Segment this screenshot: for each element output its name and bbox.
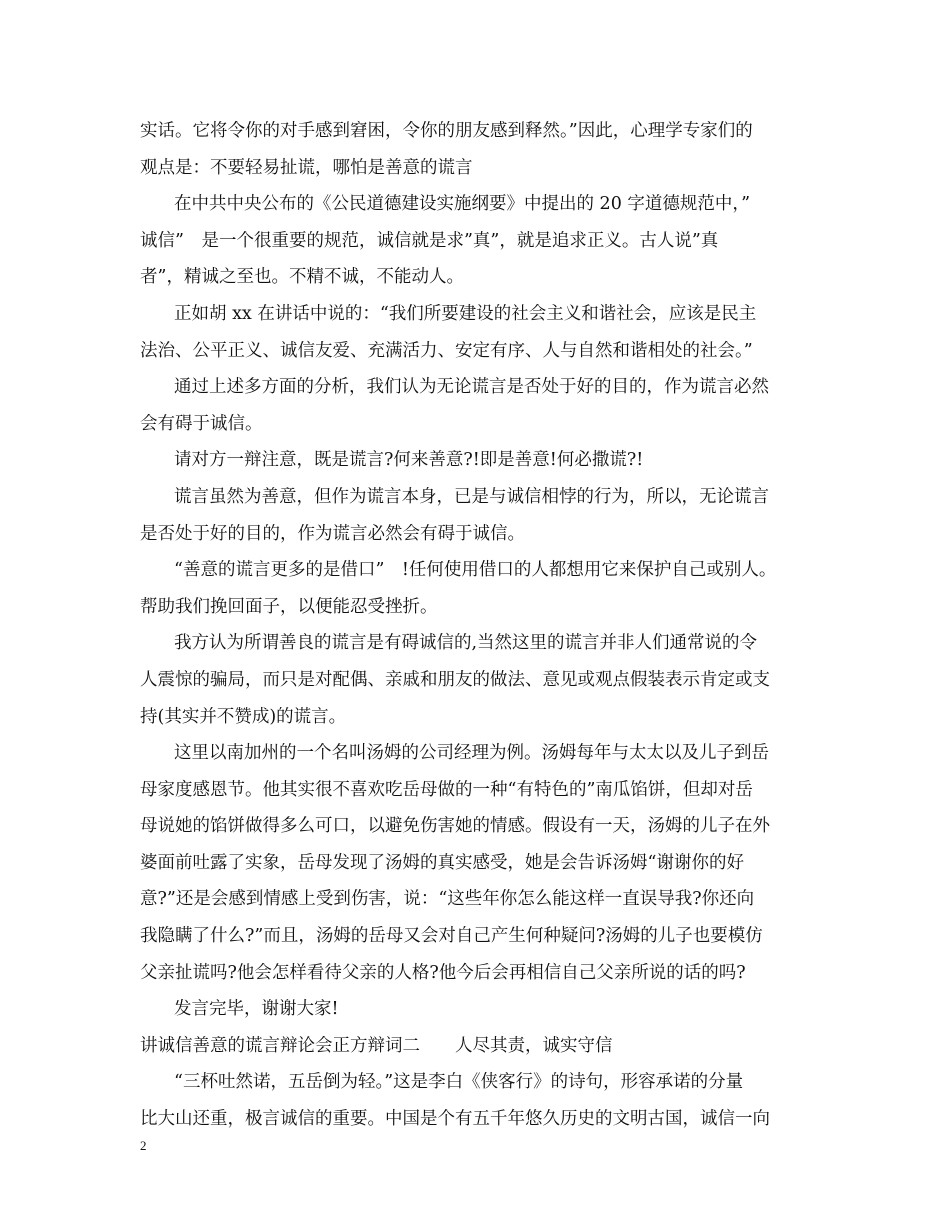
text-line: 持(其实并不赞成)的谎言。 xyxy=(140,706,347,727)
text-line: 父亲扯谎吗?他会怎样看待父亲的人格?他今后会再相信自己父亲所说的话的吗? xyxy=(140,962,746,983)
page-number: 2 xyxy=(140,1138,147,1153)
text-line: “善意的谎言更多的是借口” !任何使用借口的人都想用它来保护自己或别人。 xyxy=(174,560,777,581)
text-line: 人震惊的骗局，而只是对配偶、亲戚和朋友的做法、意见或观点假装表示肯定或支 xyxy=(140,669,770,690)
body-text xyxy=(140,113,830,1138)
text-line: 发言完毕，谢谢大家! xyxy=(174,999,339,1020)
text-line: 这里以南加州的一个名叫汤姆的公司经理为例。汤姆每年与太太以及儿子到岳 xyxy=(174,743,769,764)
text-line: 会有碍于诚信。 xyxy=(140,413,263,434)
text-line: 通过上述多方面的分析，我们认为无论谎言是否处于好的目的，作为谎言必然 xyxy=(174,377,769,398)
text-line: 实话。它将令你的对手感到窘困，令你的朋友感到释然。”因此，心理学专家们的 xyxy=(140,121,753,141)
text-line: 婆面前吐露了实象，岳母发现了汤姆的真实感受，她是会告诉汤姆“谢谢你的好 xyxy=(140,852,744,873)
text-line: 比大山还重，极言诚信的重要。中国是个有五千年悠久历史的文明古国，诚信一向 xyxy=(140,1109,770,1130)
text-line: “三杯吐然诺，五岳倒为轻。”这是李白《侠客行》的诗句，形容承诺的分量 xyxy=(174,1072,744,1093)
text-line: 帮助我们挽回面子，以便能忍受挫折。 xyxy=(140,596,438,617)
text-line: 正如胡 xx 在讲话中说的：“我们所要建设的社会主义和谐社会，应该是民主 xyxy=(174,303,757,324)
text-line: 法治、公平正义、诚信友爱、充满活力、安定有序、人与自然和谐相处的社会。” xyxy=(140,340,753,361)
text-line: 谎言虽然为善意，但作为谎言本身，已是与诚信相悖的行为，所以，无论谎言 xyxy=(174,486,769,507)
text-line: 意?”还是会感到情感上受到伤害，说：“这些年你怎么能这样一直误导我?你还向 xyxy=(140,889,755,910)
text-line: 请对方一辩注意，既是谎言?何来善意?!即是善意!何必撒谎?! xyxy=(174,450,644,471)
text-line: 母家度感恩节。他其实很不喜欢吃岳母做的一种“有特色的”南瓜馅饼，但却对岳 xyxy=(140,779,753,800)
text-line: 诚信” 是一个很重要的规范，诚信就是求”真”，就是追求正义。古人说”真 xyxy=(140,230,719,251)
text-line: 讲诚信善意的谎言辩论会正方辩词二 人尽其责，诚实守信 xyxy=(140,1035,613,1056)
text-line: 观点是：不要轻易扯谎，哪怕是善意的谎言 xyxy=(140,157,473,178)
text-line: 者”，精诚之至也。不精不诚，不能动人。 xyxy=(140,267,464,288)
text-line: 是否处于好的目的，作为谎言必然会有碍于诚信。 xyxy=(140,523,525,544)
text-line: 我隐瞒了什么?”而且，汤姆的岳母又会对自己产生何种疑问?汤姆的儿子也要模仿 xyxy=(140,926,763,947)
text-line: 母说她的馅饼做得多么可口，以避免伤害她的情感。假设有一天，汤姆的儿子在外 xyxy=(140,816,770,837)
text-line: 在中共中央公布的《公民道德建设实施纲要》中提出的 20 字道德规范中，” xyxy=(174,194,751,215)
text-line: 我方认为所谓善良的谎言是有碍诚信的,当然这里的谎言并非人们通常说的令 xyxy=(174,633,758,654)
